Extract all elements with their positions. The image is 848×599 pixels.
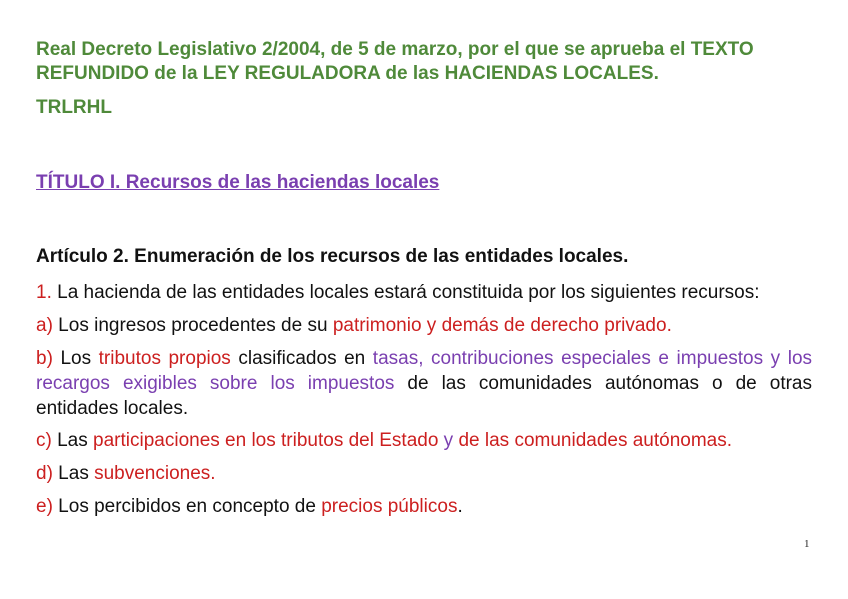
item-highlight: subvenciones.	[94, 463, 216, 484]
item-text: Los	[52, 348, 99, 369]
item-letter: c)	[36, 430, 52, 451]
item-text: Los percibidos en concepto de	[52, 496, 322, 517]
item-letter: a)	[36, 315, 53, 336]
item-e	[36, 494, 812, 519]
item-text: .	[457, 496, 463, 517]
item-highlight: patrimonio	[332, 315, 422, 336]
item-highlight: participaciones en los tributos del Estado	[93, 430, 439, 451]
document-title: Real Decreto Legislativo 2/2004, de 5 de marzo, por el que se aprueba el TEXTO REFUNDIDO de la LEY REGULADORA de las HACIENDAS LOCALES.	[36, 39, 754, 84]
item-letter: d)	[36, 463, 53, 484]
item-text: y	[763, 348, 788, 369]
item-d	[36, 461, 812, 486]
item-c	[36, 428, 812, 453]
item-text: Los ingresos procedentes de su	[52, 315, 333, 336]
item-highlight: demás de derecho privado	[441, 315, 667, 336]
item-text: y	[438, 430, 459, 451]
paragraph-number: 1.	[36, 282, 52, 303]
item-letter: e)	[36, 496, 53, 517]
article-heading: Artículo 2. Enumeración de los recursos de las entidades locales.	[36, 246, 629, 267]
item-text: Las	[52, 463, 95, 484]
item-b	[36, 346, 812, 421]
item-highlight: de las comunidades autónomas.	[458, 430, 733, 451]
item-text: de las comunidades autónomas o de otras entidades locales.	[36, 373, 812, 419]
item-text: .	[666, 315, 672, 336]
item-highlight: tasas, contribuciones especiales e impuestos	[372, 348, 764, 369]
paragraph-1	[36, 280, 812, 305]
item-a	[36, 313, 812, 338]
item-text: Las	[51, 430, 94, 451]
item-letter: b)	[36, 348, 53, 369]
item-highlight: los recargos exigibles sobre los impuestos	[36, 348, 813, 394]
item-text: clasificados en	[230, 348, 373, 369]
paragraph-text: La hacienda de las entidades locales estará constituida por los siguientes recursos:	[51, 282, 760, 303]
item-text: y	[421, 315, 442, 336]
titulo-heading-link[interactable]: TÍTULO I. Recursos de las haciendas locales	[36, 172, 440, 193]
item-highlight: tributos propios	[98, 348, 231, 369]
item-highlight: precios públicos	[321, 496, 458, 517]
page-number: 1	[804, 538, 810, 550]
document-abbreviation: TRLRHL	[36, 97, 112, 118]
